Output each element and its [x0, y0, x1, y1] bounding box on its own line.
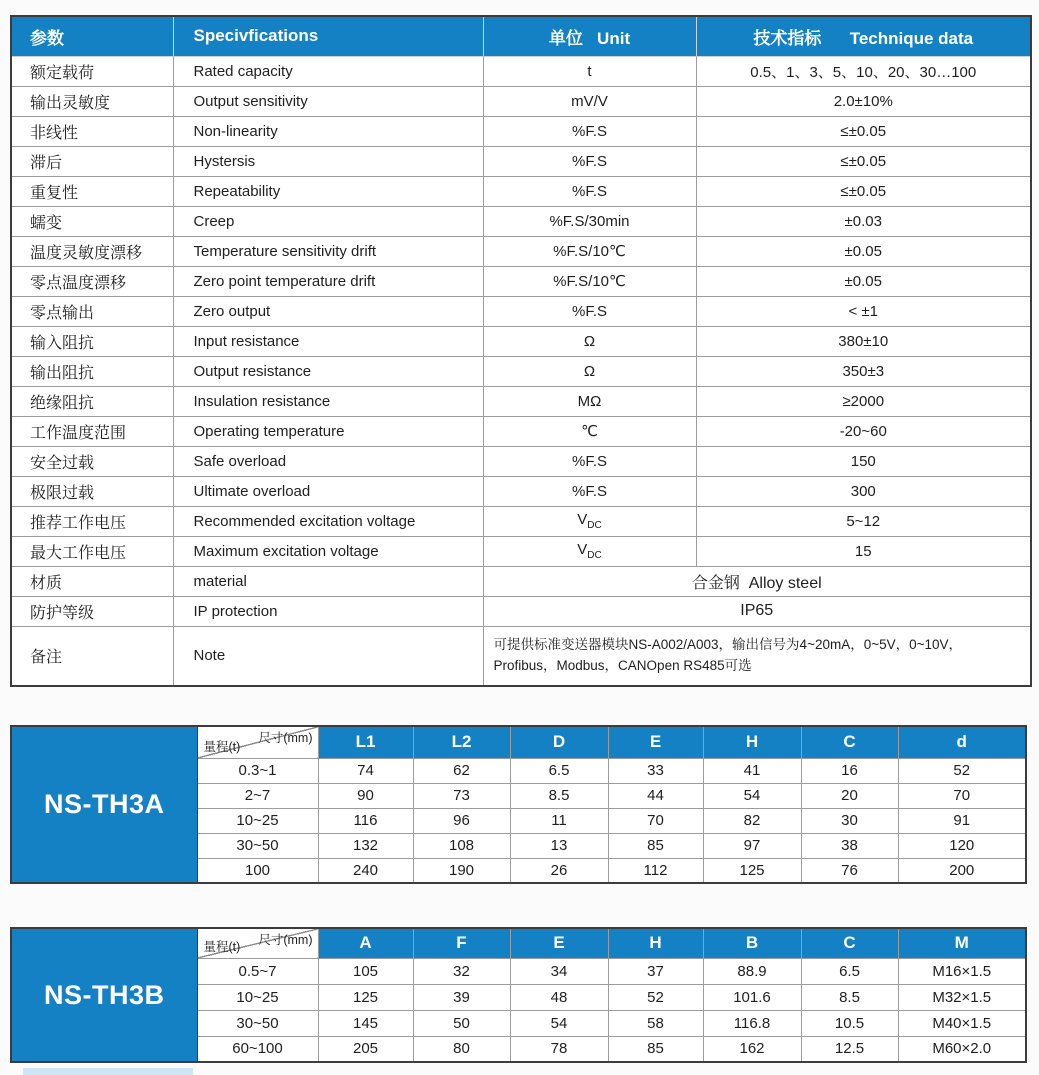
range-cell: 0.5~7 — [197, 958, 318, 984]
spec-row — [11, 266, 1031, 296]
technique-data-cell: 5~12 — [696, 506, 1031, 536]
param-en-cell: Non-linearity — [173, 116, 483, 146]
param-cn-cell: 温度灵敏度漂移 — [11, 236, 173, 266]
diagonal-header-cell — [197, 928, 318, 958]
param-en-cell: Creep — [173, 206, 483, 236]
spec-row — [11, 566, 1031, 596]
diagonal-label-size: 尺寸(mm) — [258, 933, 313, 947]
spec-row — [11, 116, 1031, 146]
spec-row — [11, 326, 1031, 356]
param-en-cell: Recommended excitation voltage — [173, 506, 483, 536]
param-en-cell: Input resistance — [173, 326, 483, 356]
spec-header-data: 技术指标 Technique data — [696, 16, 1031, 56]
unit-cell: $V_{DC}$ — [483, 506, 696, 536]
param-en-cell: Note — [173, 626, 483, 686]
dimension-value-cell: 39 — [413, 984, 510, 1010]
param-en-cell: Insulation resistance — [173, 386, 483, 416]
technique-data-cell: 300 — [696, 476, 1031, 506]
technique-data-cell: 150 — [696, 446, 1031, 476]
dimension-value-cell: 48 — [510, 984, 608, 1010]
dim-header-row — [11, 928, 1026, 958]
diagonal-label-size: 尺寸(mm) — [258, 731, 313, 745]
dimension-value-cell: 13 — [510, 833, 608, 858]
param-cn-cell: 极限过载 — [11, 476, 173, 506]
spec-row — [11, 536, 1031, 566]
param-en-cell: Zero point temperature drift — [173, 266, 483, 296]
technique-data-cell: 2.0±10% — [696, 86, 1031, 116]
spec-header-param-en: Specivfications — [173, 16, 483, 56]
param-cn-cell: 输出灵敏度 — [11, 86, 173, 116]
unit-cell: Ω — [483, 326, 696, 356]
dimension-value-cell: 96 — [413, 808, 510, 833]
dimension-value-cell: 132 — [318, 833, 413, 858]
dimension-value-cell: 70 — [898, 783, 1026, 808]
dimension-value-cell: 240 — [318, 858, 413, 883]
unit-cell: %F.S — [483, 146, 696, 176]
unit-cell: ℃ — [483, 416, 696, 446]
dimension-value-cell: 76 — [801, 858, 898, 883]
dimension-value-cell: 6.5 — [801, 958, 898, 984]
diagonal-label-range: 量程(t) — [203, 939, 241, 954]
param-en-cell: Repeatability — [173, 176, 483, 206]
param-cn-cell: 防护等级 — [11, 596, 173, 626]
dim-table-ns-th3b — [10, 927, 1027, 1063]
dimension-value-cell: 54 — [703, 783, 801, 808]
dim-column-header: E — [510, 928, 608, 958]
param-cn-cell: 滞后 — [11, 146, 173, 176]
dim-column-header: F — [413, 928, 510, 958]
dim-column-header: H — [703, 726, 801, 758]
param-en-cell: Output resistance — [173, 356, 483, 386]
param-en-cell: IP protection — [173, 596, 483, 626]
dim-column-header: E — [608, 726, 703, 758]
param-en-cell: Hystersis — [173, 146, 483, 176]
param-en-cell: Zero output — [173, 296, 483, 326]
dimension-value-cell: 26 — [510, 858, 608, 883]
spec-row — [11, 86, 1031, 116]
merged-value-cell: 合金钢 Alloy steel — [483, 566, 1031, 596]
spec-row — [11, 446, 1031, 476]
unit-cell: mV/V — [483, 86, 696, 116]
param-en-cell: Ultimate overload — [173, 476, 483, 506]
dimension-value-cell: 90 — [318, 783, 413, 808]
spec-row — [11, 506, 1031, 536]
param-en-cell: Safe overload — [173, 446, 483, 476]
unit-cell: %F.S — [483, 446, 696, 476]
dimension-value-cell: 12.5 — [801, 1036, 898, 1062]
cut-off-accent-strip — [23, 1068, 193, 1075]
dimension-value-cell: 85 — [608, 833, 703, 858]
dim-column-header: L1 — [318, 726, 413, 758]
dimension-value-cell: 82 — [703, 808, 801, 833]
param-cn-cell: 蠕变 — [11, 206, 173, 236]
dimension-value-cell: 52 — [898, 758, 1026, 783]
param-cn-cell: 最大工作电压 — [11, 536, 173, 566]
dimension-value-cell: 16 — [801, 758, 898, 783]
dim-column-header: B — [703, 928, 801, 958]
dim-column-header: L2 — [413, 726, 510, 758]
dimension-value-cell: 33 — [608, 758, 703, 783]
dim-column-header: d — [898, 726, 1026, 758]
dim-column-header: M — [898, 928, 1026, 958]
unit-cell: t — [483, 56, 696, 86]
dimension-value-cell: 91 — [898, 808, 1026, 833]
dim-column-header: C — [801, 928, 898, 958]
param-cn-cell: 材质 — [11, 566, 173, 596]
dimension-value-cell: 34 — [510, 958, 608, 984]
spec-header-row — [11, 16, 1031, 56]
dimension-value-cell: 116 — [318, 808, 413, 833]
dimension-value-cell: 73 — [413, 783, 510, 808]
dimension-value-cell: 162 — [703, 1036, 801, 1062]
param-cn-cell: 非线性 — [11, 116, 173, 146]
dimension-value-cell: 41 — [703, 758, 801, 783]
dim-column-header: H — [608, 928, 703, 958]
dimension-value-cell: 58 — [608, 1010, 703, 1036]
range-cell: 30~50 — [197, 1010, 318, 1036]
dim-table-ns-th3a — [10, 725, 1027, 884]
param-en-cell: Maximum excitation voltage — [173, 536, 483, 566]
unit-cell: %F.S — [483, 116, 696, 146]
unit-cell: %F.S — [483, 476, 696, 506]
param-cn-cell: 零点输出 — [11, 296, 173, 326]
dimension-value-cell: 30 — [801, 808, 898, 833]
unit-subscript: DC — [587, 520, 602, 531]
spec-row — [11, 596, 1031, 626]
range-cell: 60~100 — [197, 1036, 318, 1062]
dimension-value-cell: 125 — [703, 858, 801, 883]
dimension-value-cell: 112 — [608, 858, 703, 883]
technique-data-cell: ≥2000 — [696, 386, 1031, 416]
spec-row — [11, 416, 1031, 446]
spec-row — [11, 56, 1031, 86]
note-value-cell: 可提供标准变送器模块NS-A002/A003，输出信号为4~20mA，0~5V，0~10V，Profibus，Modbus，CANOpen RS485可选 — [483, 626, 1031, 686]
dimension-value-cell: 38 — [801, 833, 898, 858]
param-cn-cell: 安全过载 — [11, 446, 173, 476]
dimension-value-cell: 105 — [318, 958, 413, 984]
dimension-value-cell: 145 — [318, 1010, 413, 1036]
dimension-value-cell: 8.5 — [801, 984, 898, 1010]
param-cn-cell: 备注 — [11, 626, 173, 686]
param-cn-cell: 绝缘阻抗 — [11, 386, 173, 416]
range-cell: 10~25 — [197, 984, 318, 1010]
dimension-value-cell: 37 — [608, 958, 703, 984]
technique-data-cell: 380±10 — [696, 326, 1031, 356]
unit-cell: Ω — [483, 356, 696, 386]
param-en-cell: Rated capacity — [173, 56, 483, 86]
dimension-value-cell: 54 — [510, 1010, 608, 1036]
param-en-cell: Output sensitivity — [173, 86, 483, 116]
technique-data-cell: 0.5、1、3、5、10、20、30…100 — [696, 56, 1031, 86]
diagonal-header-cell — [197, 726, 318, 758]
spec-row — [11, 206, 1031, 236]
dimension-value-cell: 190 — [413, 858, 510, 883]
technique-data-cell: ≤±0.05 — [696, 146, 1031, 176]
technique-data-cell: 15 — [696, 536, 1031, 566]
param-cn-cell: 输入阻抗 — [11, 326, 173, 356]
unit-cell: %F.S — [483, 296, 696, 326]
range-cell: 2~7 — [197, 783, 318, 808]
range-cell: 30~50 — [197, 833, 318, 858]
technique-data-cell: ±0.03 — [696, 206, 1031, 236]
param-en-cell: Operating temperature — [173, 416, 483, 446]
dimension-value-cell: 101.6 — [703, 984, 801, 1010]
param-en-cell: Temperature sensitivity drift — [173, 236, 483, 266]
spec-header-unit: 单位 Unit — [483, 16, 696, 56]
dim-header-row — [11, 726, 1026, 758]
spec-row — [11, 146, 1031, 176]
dimension-value-cell: 80 — [413, 1036, 510, 1062]
dimension-value-cell: 20 — [801, 783, 898, 808]
model-name-cell: NS-TH3A — [11, 726, 197, 883]
dimension-value-cell: 205 — [318, 1036, 413, 1062]
unit-cell: %F.S — [483, 176, 696, 206]
param-cn-cell: 推荐工作电压 — [11, 506, 173, 536]
dimension-value-cell: M32×1.5 — [898, 984, 1026, 1010]
merged-value-cell: IP65 — [483, 596, 1031, 626]
diagonal-label-range: 量程(t) — [203, 739, 241, 754]
dimension-value-cell: 85 — [608, 1036, 703, 1062]
technique-data-cell: 350±3 — [696, 356, 1031, 386]
unit-cell: %F.S/10℃ — [483, 266, 696, 296]
dimension-value-cell: 88.9 — [703, 958, 801, 984]
model-name-cell: NS-TH3B — [11, 928, 197, 1062]
dimension-value-cell: 8.5 — [510, 783, 608, 808]
dimension-value-cell: 97 — [703, 833, 801, 858]
spec-table — [10, 15, 1032, 687]
param-en-cell: material — [173, 566, 483, 596]
technique-data-cell: ≤±0.05 — [696, 176, 1031, 206]
technique-data-cell: ≤±0.05 — [696, 116, 1031, 146]
dimension-value-cell: 10.5 — [801, 1010, 898, 1036]
spec-row — [11, 296, 1031, 326]
dimension-value-cell: 74 — [318, 758, 413, 783]
spec-header-param-cn: 参数 — [11, 16, 173, 56]
dimension-value-cell: 6.5 — [510, 758, 608, 783]
unit-cell: %F.S/10℃ — [483, 236, 696, 266]
range-cell: 0.3~1 — [197, 758, 318, 783]
dimension-value-cell: 108 — [413, 833, 510, 858]
dim-column-header: C — [801, 726, 898, 758]
dimension-value-cell: 200 — [898, 858, 1026, 883]
dim-column-header: D — [510, 726, 608, 758]
technique-data-cell: ±0.05 — [696, 266, 1031, 296]
spacer — [10, 687, 1039, 725]
unit-subscript: DC — [587, 550, 602, 561]
dim-column-header: A — [318, 928, 413, 958]
dimension-value-cell: 50 — [413, 1010, 510, 1036]
param-cn-cell: 零点温度漂移 — [11, 266, 173, 296]
spec-row — [11, 176, 1031, 206]
dimension-value-cell: M16×1.5 — [898, 958, 1026, 984]
dimension-value-cell: 78 — [510, 1036, 608, 1062]
dimension-value-cell: 70 — [608, 808, 703, 833]
dimension-value-cell: 120 — [898, 833, 1026, 858]
spec-row — [11, 626, 1031, 686]
technique-data-cell: ±0.05 — [696, 236, 1031, 266]
param-cn-cell: 额定载荷 — [11, 56, 173, 86]
dimension-value-cell: 62 — [413, 758, 510, 783]
spec-row — [11, 236, 1031, 266]
param-cn-cell: 重复性 — [11, 176, 173, 206]
dimension-value-cell: 116.8 — [703, 1010, 801, 1036]
range-cell: 100 — [197, 858, 318, 883]
dimension-value-cell: 11 — [510, 808, 608, 833]
range-cell: 10~25 — [197, 808, 318, 833]
param-cn-cell: 工作温度范围 — [11, 416, 173, 446]
spacer — [10, 884, 1039, 927]
spec-row — [11, 386, 1031, 416]
unit-cell: %F.S/30min — [483, 206, 696, 236]
dimension-value-cell: 52 — [608, 984, 703, 1010]
unit-cell: MΩ — [483, 386, 696, 416]
technique-data-cell: -20~60 — [696, 416, 1031, 446]
technique-data-cell: < ±1 — [696, 296, 1031, 326]
dimension-value-cell: 125 — [318, 984, 413, 1010]
dimension-value-cell: M60×2.0 — [898, 1036, 1026, 1062]
param-cn-cell: 输出阻抗 — [11, 356, 173, 386]
dimension-value-cell: 44 — [608, 783, 703, 808]
spec-row — [11, 356, 1031, 386]
unit-cell: $V_{DC}$ — [483, 536, 696, 566]
dimension-value-cell: 32 — [413, 958, 510, 984]
dimension-value-cell: M40×1.5 — [898, 1010, 1026, 1036]
spec-row — [11, 476, 1031, 506]
